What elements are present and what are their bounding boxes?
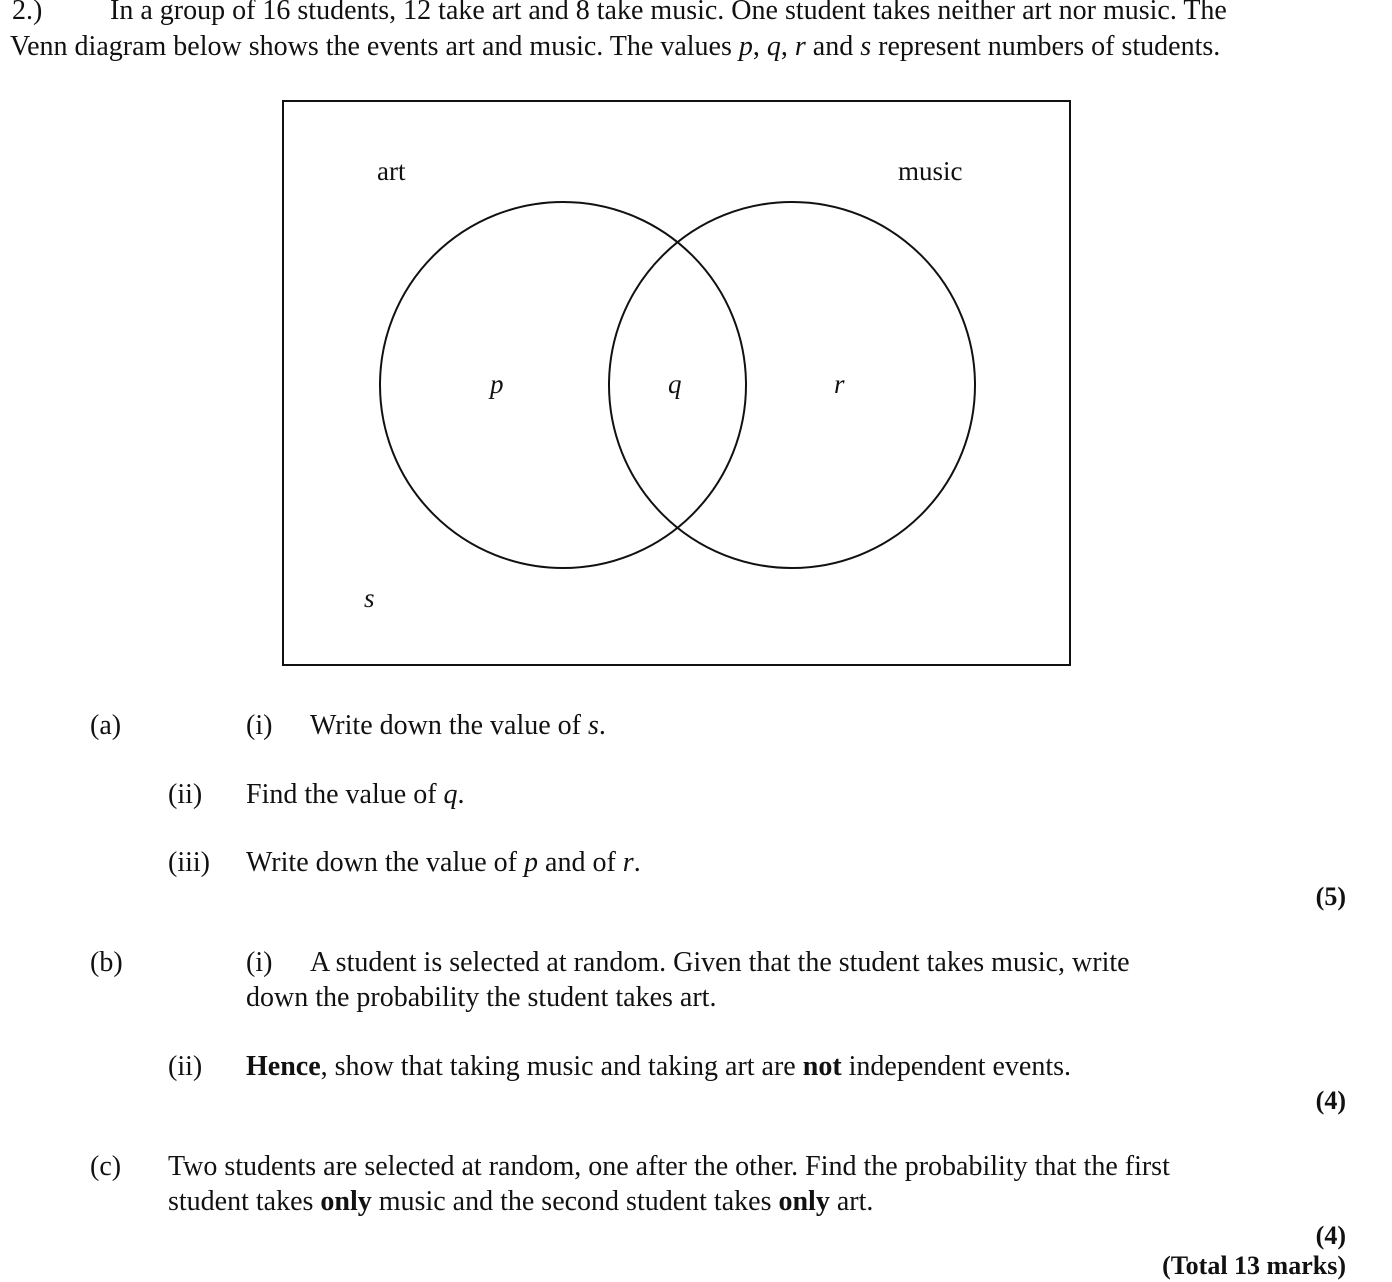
part-a-marks: (5): [1315, 882, 1346, 911]
part-b-label: (b): [90, 947, 123, 978]
intro-text-end: represent numbers of students.: [871, 31, 1221, 62]
part-a-i-text: [310, 712, 606, 740]
art-label: art: [377, 156, 406, 186]
question-intro-line2: [10, 33, 1220, 61]
part-c-marks: (4): [1315, 1221, 1346, 1250]
var-p: p: [524, 847, 539, 878]
part-c-line2-c: art.: [829, 1186, 874, 1217]
part-c-line2-a: student takes: [168, 1186, 321, 1217]
period: .: [598, 710, 606, 741]
part-c-line1: Two students are selected at random, one after the other. Find the probability that the first: [168, 1151, 1170, 1182]
region-r-label: r: [834, 369, 845, 399]
part-b-i-line1: A student is selected at random. Given that the student takes music, write: [310, 947, 1130, 978]
part-a-label: (a): [90, 710, 122, 741]
part-b-ii-end: independent events.: [841, 1051, 1072, 1082]
and-text: and: [805, 31, 861, 62]
var-s: s: [860, 31, 872, 62]
part-a-ii-label: (ii): [168, 779, 203, 810]
part-c-line2: [168, 1188, 873, 1216]
region-p-label: p: [490, 369, 504, 399]
hence-bold: Hence: [246, 1051, 321, 1082]
part-b-i-line2: down the probability the student takes art.: [246, 982, 717, 1013]
part-a-iii-text: [246, 849, 641, 877]
not-bold: not: [802, 1051, 842, 1082]
part-b-i-label: (i): [246, 947, 273, 978]
and-of: and of: [538, 847, 623, 878]
part-a-ii-body: Find the value of: [246, 779, 444, 810]
music-label: music: [898, 156, 963, 186]
music-circle: [609, 202, 975, 568]
period: .: [457, 779, 465, 810]
total-marks: (Total 13 marks): [1162, 1251, 1346, 1280]
part-b-ii-body: , show that taking music and taking art are: [320, 1051, 803, 1082]
part-c-label: (c): [90, 1151, 122, 1182]
only-bold: only: [320, 1186, 372, 1217]
part-b-marks: (4): [1315, 1086, 1346, 1115]
part-a-iii-body: Write down the value of: [246, 847, 525, 878]
part-a-iii-label: (iii): [168, 847, 210, 878]
question-intro-line1: In a group of 16 students, 12 take art and 8 take music. One student takes neither art nor music. The: [110, 0, 1227, 26]
question-number: 2.): [12, 0, 43, 26]
var-r: r: [622, 847, 634, 878]
region-q-label: q: [668, 369, 682, 399]
var-q: q: [766, 31, 781, 62]
var-q: q: [443, 779, 458, 810]
period: .: [633, 847, 641, 878]
only-bold: only: [778, 1186, 830, 1217]
part-c-line2-b: music and the second student takes: [371, 1186, 779, 1217]
var-s: s: [588, 710, 599, 741]
part-b-ii-label: (ii): [168, 1051, 203, 1082]
part-a-i-body: Write down the value of: [310, 710, 589, 741]
part-a-ii-text: [246, 781, 465, 809]
part-a-i-label: (i): [246, 710, 273, 741]
var-p: p: [738, 31, 753, 62]
comma: ,: [780, 31, 795, 62]
region-s-label: s: [364, 583, 375, 613]
art-circle: [380, 202, 746, 568]
comma: ,: [752, 31, 767, 62]
intro-text: Venn diagram below shows the events art and music. The values: [10, 31, 739, 62]
var-r: r: [794, 31, 806, 62]
venn-diagram: [280, 99, 1072, 667]
part-b-ii-text: [246, 1053, 1071, 1081]
